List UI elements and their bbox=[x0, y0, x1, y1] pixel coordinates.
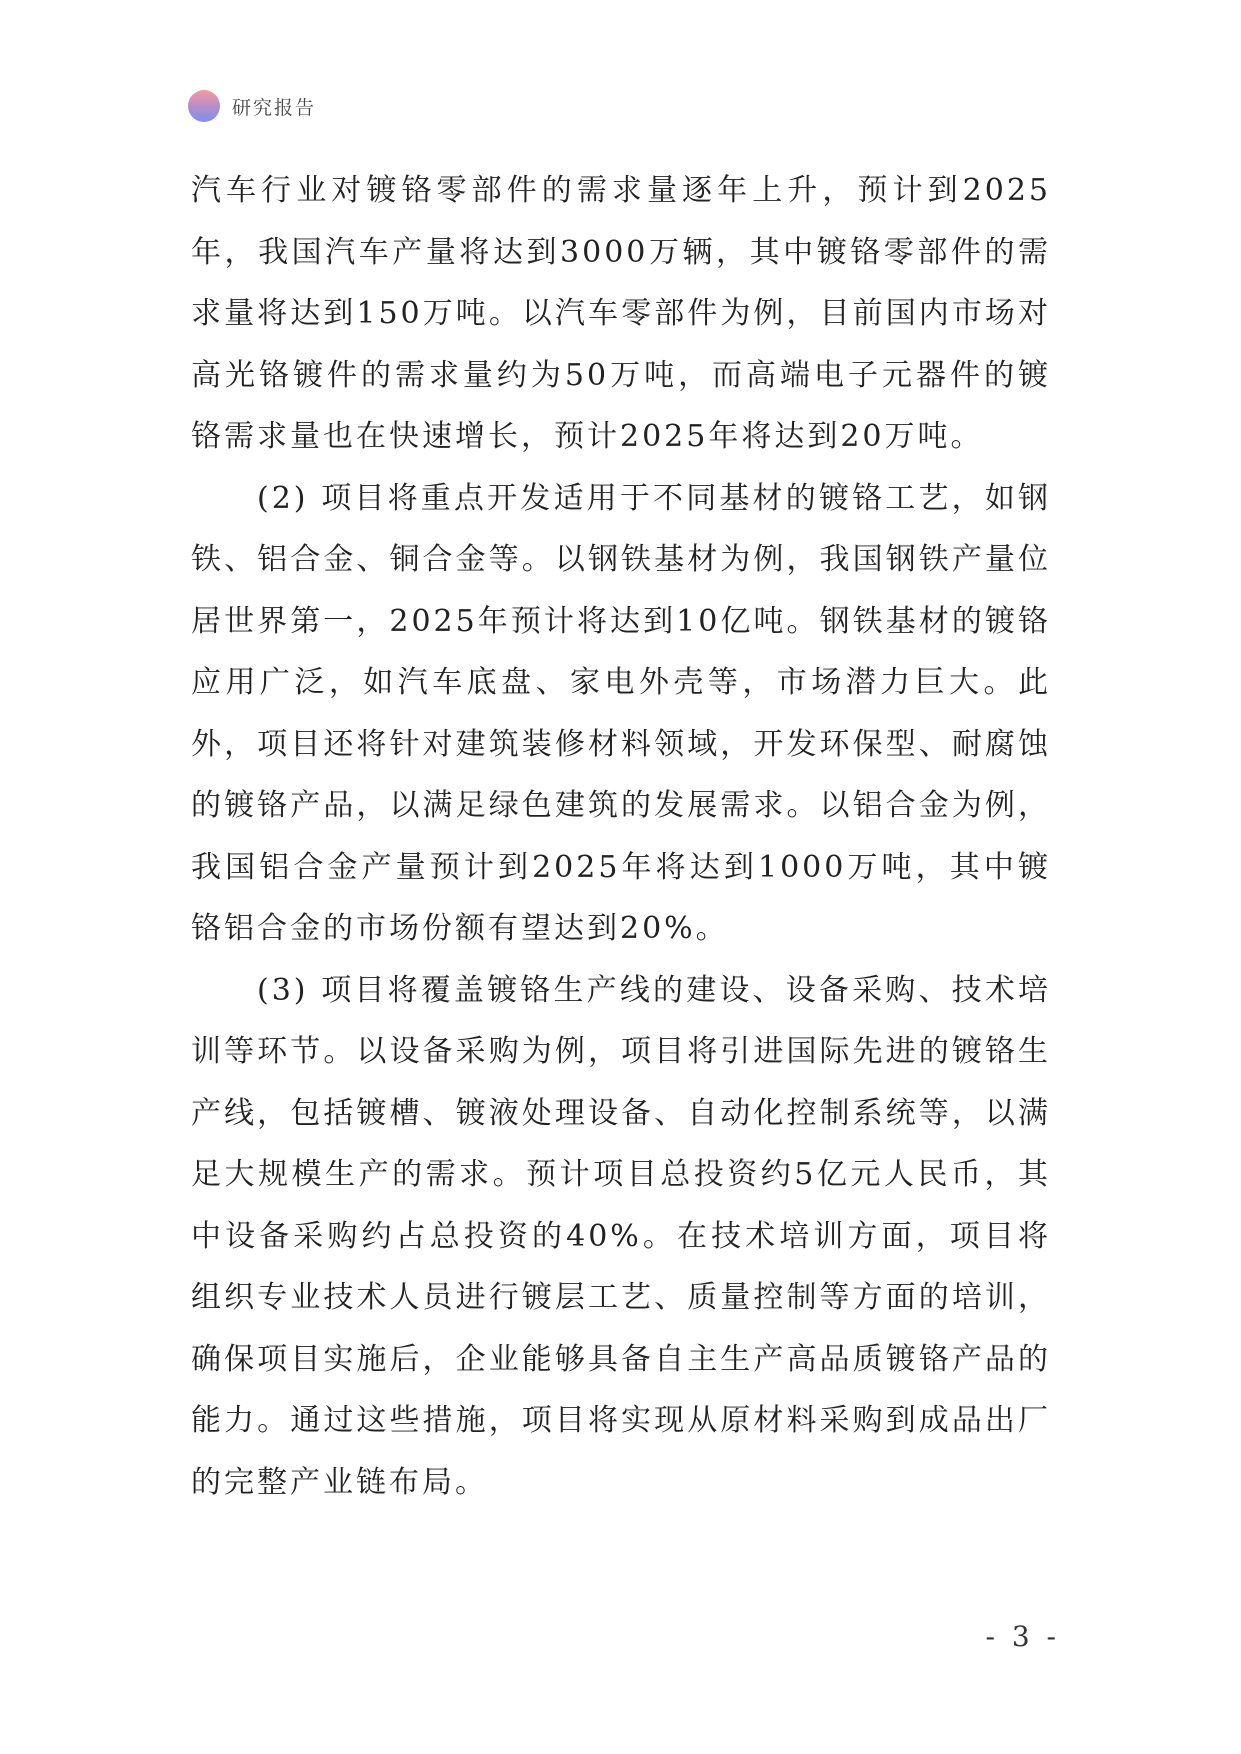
document-body bbox=[191, 160, 1051, 1513]
report-header bbox=[188, 88, 316, 124]
logo-circle-icon bbox=[188, 90, 220, 122]
paragraph-item-2: (2) 项目将重点开发适用于不同基材的镀铬工艺，如钢铁、铝合金、铜合金等。以钢铁基材为例，我国钢铁产量位居世界第一，2025年预计将达到10亿吨。钢铁基材的镀铬应用广泛，如汽车底盘、家电外壳等，市场潜力巨大。此外，项目还将针对建筑装修材料领域，开发环保型、耐腐蚀的镀铬产品，以满足绿色建筑的发展需求。以铝合金为例，我国铝合金产量预计到2025年将达到1000万吨，其中镀铬铝合金的市场份额有望达到20%。 bbox=[191, 480, 1051, 946]
header-title: 研究报告 bbox=[232, 96, 317, 119]
page-number: - 3 - bbox=[985, 1620, 1060, 1653]
paragraph-continued: 汽车行业对镀铬零部件的需求量逐年上升，预计到2025年，我国汽车产量将达到3000万辆，其中镀铬零部件的需求量将达到150万吨。以汽车零部件为例，目前国内市场对高光铬镀件的需求量约为50万吨，而高端电子元器件的镀铬需求量也在快速增长，预计2025年将达到20万吨。 bbox=[191, 173, 1051, 454]
paragraph-item-3: (3) 项目将覆盖镀铬生产线的建设、设备采购、技术培训等环节。以设备采购为例，项目将引进国际先进的镀铬生产线，包括镀槽、镀液处理设备、自动化控制系统等，以满足大规模生产的需求。预计项目总投资约5亿元人民币，其中设备采购约占总投资的40%。在技术培训方面，项目将组织专业技术人员进行镀层工艺、质量控制等方面的培训，确保项目实施后，企业能够具备自主生产高品质镀铬产品的能力。通过这些措施，项目将实现从原材料采购到成品出厂的完整产业链布局。 bbox=[191, 972, 1051, 1500]
